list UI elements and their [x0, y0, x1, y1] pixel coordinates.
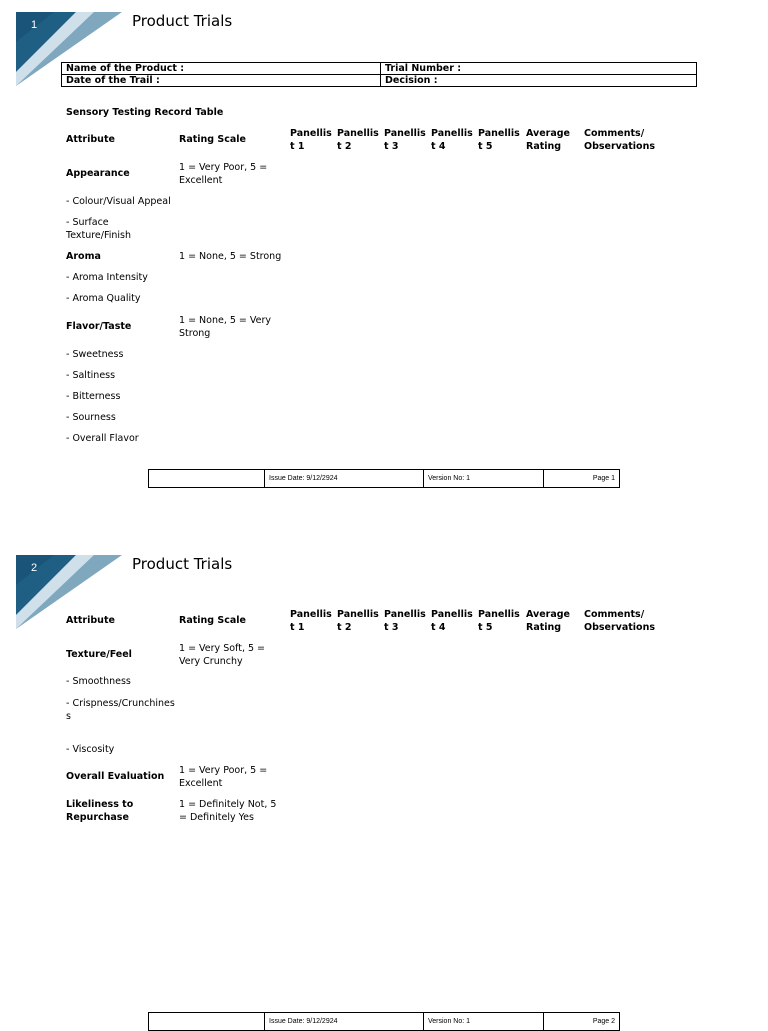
footer-page-number: Page 1 — [544, 470, 620, 488]
attribute-cell: Aroma — [66, 251, 101, 262]
attribute-cell: - Crispness/Crunchiness — [66, 698, 175, 722]
trial-date-field[interactable]: Date of the Trail : — [62, 75, 381, 87]
attribute-cell: - Surface Texture/Finish — [66, 217, 132, 241]
trial-number-field[interactable]: Trial Number : — [381, 63, 697, 75]
header-panellist-5: Panellis t 5 — [478, 128, 520, 152]
header-panellist-1: Panellis t 1 — [290, 128, 332, 152]
header-comments: Comments/ Observations — [584, 609, 656, 633]
page-number-badge: 1 — [31, 19, 38, 31]
scale-cell: 1 = Very Soft, 5 = Very Crunchy — [179, 643, 266, 667]
attribute-cell: - Aroma Intensity — [66, 272, 148, 283]
attribute-cell: Appearance — [66, 168, 130, 179]
attribute-cell: - Aroma Quality — [66, 293, 141, 304]
header-panellist-4: Panellis t 4 — [431, 128, 473, 152]
footer-version: Version No: 1 — [424, 1013, 544, 1031]
section-title: Sensory Testing Record Table — [66, 107, 224, 118]
header-attribute: Attribute — [66, 615, 115, 626]
header-panellist-5: Panellis t 5 — [478, 609, 520, 633]
product-info-table — [61, 62, 697, 87]
footer-blank-cell — [149, 1013, 265, 1031]
attribute-cell: - Sweetness — [66, 349, 124, 360]
header-attribute: Attribute — [66, 134, 115, 145]
footer-issue-date: Issue Date: 9/12/2924 — [265, 1013, 424, 1031]
attribute-cell: - Saltiness — [66, 370, 116, 381]
page-footer — [148, 469, 620, 488]
product-name-field[interactable]: Name of the Product : — [62, 63, 381, 75]
attribute-cell: Overall Evaluation — [66, 771, 165, 782]
attribute-cell: Texture/Feel — [66, 649, 132, 660]
attribute-cell: Likeliness to Repurchase — [66, 799, 134, 823]
scale-cell: 1 = None, 5 = Very Strong — [179, 315, 272, 339]
header-rating-scale: Rating Scale — [179, 134, 246, 145]
attribute-cell: - Viscosity — [66, 744, 115, 755]
scale-cell: 1 = Definitely Not, 5 = Definitely Yes — [179, 799, 277, 823]
footer-page-number: Page 2 — [544, 1013, 620, 1031]
header-panellist-2: Panellis t 2 — [337, 128, 379, 152]
header-panellist-1: Panellis t 1 — [290, 609, 332, 633]
header-panellist-3: Panellis t 3 — [384, 609, 426, 633]
attribute-cell: - Smoothness — [66, 676, 131, 687]
attribute-cell: - Colour/Visual Appeal — [66, 196, 171, 207]
attribute-cell: - Sourness — [66, 412, 116, 423]
page-number-badge: 2 — [31, 562, 38, 574]
header-panellist-3: Panellis t 3 — [384, 128, 426, 152]
attribute-cell: - Overall Flavor — [66, 433, 139, 444]
header-average-rating: Average Rating — [526, 609, 570, 633]
page-title: Product Trials — [132, 12, 233, 30]
footer-blank-cell — [149, 470, 265, 488]
header-panellist-2: Panellis t 2 — [337, 609, 379, 633]
scale-cell: 1 = Very Poor, 5 = Excellent — [179, 765, 268, 789]
attribute-cell: - Bitterness — [66, 391, 121, 402]
attribute-cell: Flavor/Taste — [66, 321, 132, 332]
scale-cell: 1 = None, 5 = Strong — [179, 251, 282, 262]
header-panellist-4: Panellis t 4 — [431, 609, 473, 633]
footer-version: Version No: 1 — [424, 470, 544, 488]
header-comments: Comments/ Observations — [584, 128, 656, 152]
scale-cell: 1 = Very Poor, 5 = Excellent — [179, 162, 268, 186]
page-title: Product Trials — [132, 555, 233, 573]
header-rating-scale: Rating Scale — [179, 615, 246, 626]
footer-issue-date: Issue Date: 9/12/2924 — [265, 470, 424, 488]
header-average-rating: Average Rating — [526, 128, 570, 152]
decision-field[interactable]: Decision : — [381, 75, 697, 87]
page-footer — [148, 1012, 620, 1031]
